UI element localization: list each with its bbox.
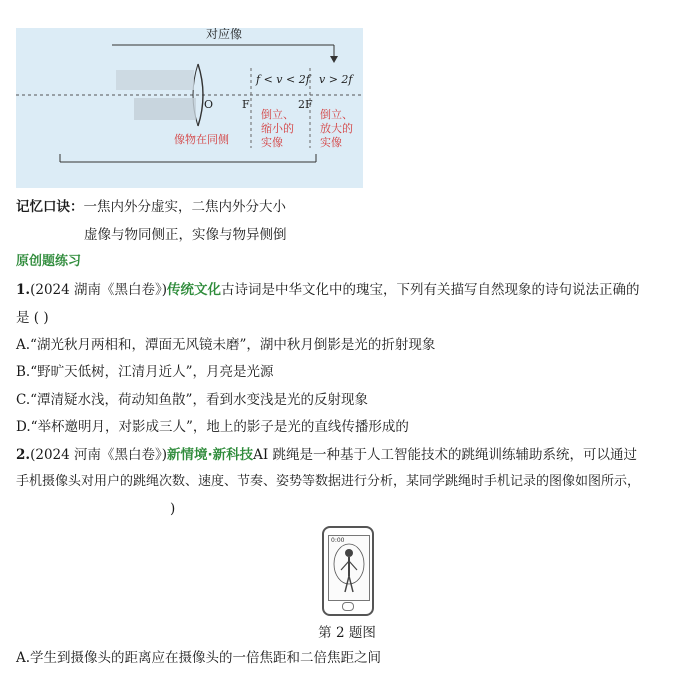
range-mid-label: f < v < 2f <box>256 73 310 86</box>
q2-figure-caption: 第 2 题图 <box>318 625 376 641</box>
q1-stem-cont: 是 ( ) <box>16 310 49 326</box>
mnemonic-line-2: 虚像与物同侧正，实像与物异侧倒 <box>84 227 287 243</box>
phone-home-button <box>342 602 354 611</box>
q1-option-b: B.“野旷天低树，江清月近人”，月亮是光源 <box>16 364 274 380</box>
focus-label: F <box>242 98 250 111</box>
q2-tag: 新情境·新科技 <box>167 447 254 463</box>
double-focus-label: 2F <box>298 98 313 111</box>
mid-image-desc-2: 缩小的 <box>261 122 294 135</box>
mnemonic-text-1: 一焦内外分虚实，二焦内外分大小 <box>83 199 286 215</box>
virtual-image-note: 像物在同侧 <box>174 133 229 146</box>
q1-stem <box>16 281 640 299</box>
section-title: 原创题练习 <box>16 254 82 269</box>
q2-option-a: A.学生到摄像头的距离应在摄像头的一倍焦距和二倍焦距之间 <box>16 650 382 666</box>
mid-image-desc-3: 实像 <box>261 136 283 149</box>
q2-stem <box>16 446 637 464</box>
right-image-desc-3: 实像 <box>320 136 342 149</box>
lens-center-label: O <box>204 98 214 111</box>
right-image-desc-2: 放大的 <box>320 122 353 135</box>
lens-imaging-figure <box>16 28 363 188</box>
phone-illustration <box>322 526 374 616</box>
mid-image-desc-1: 倒立、 <box>261 108 294 121</box>
right-image-desc-1: 倒立、 <box>320 108 353 121</box>
q2-stem-cont: 手机摄像头对用户的跳绳次数、速度、节奏、姿势等数据进行分析，某同学跳绳时手机记录的图像如图所示， <box>16 474 641 489</box>
q1-source: (2024 湖南《黑白卷》) <box>30 282 168 298</box>
q2-stem-end: ) <box>170 501 176 517</box>
q1-option-c: C.“潭清疑水浅，荷动知鱼散”，看到水变浅是光的反射现象 <box>16 392 368 408</box>
mnemonic-label: 记忆口诀： <box>16 199 84 215</box>
jump-rope-figure <box>329 542 369 600</box>
q2-source: (2024 河南《黑白卷》) <box>30 447 168 463</box>
q1-option-d: D.“举杯邀明月，对影成三人”，地上的影子是光的直线传播形成的 <box>16 419 409 435</box>
phone-time: 0:00 <box>331 537 345 544</box>
q1-option-a: A.“湖光秋月两相和，潭面无风镜未磨”，湖中秋月倒影是光的折射现象 <box>16 337 436 353</box>
q2-number: 2. <box>16 447 31 463</box>
q1-number: 1. <box>16 282 31 298</box>
figure-top-label: 对应像 <box>206 28 243 41</box>
mnemonic-line-1 <box>16 198 286 216</box>
range-right-label: v > 2f <box>319 73 353 86</box>
q1-stem-text: 古诗词是中华文化中的瑰宝，下列有关描写自然现象的诗句说法正确的 <box>221 282 640 298</box>
phone-screen <box>328 535 370 601</box>
q2-stem-text: AI 跳绳是一种基于人工智能技术的跳绳训练辅助系统，可以通过 <box>253 447 638 463</box>
q1-tag: 传统文化 <box>167 282 222 298</box>
